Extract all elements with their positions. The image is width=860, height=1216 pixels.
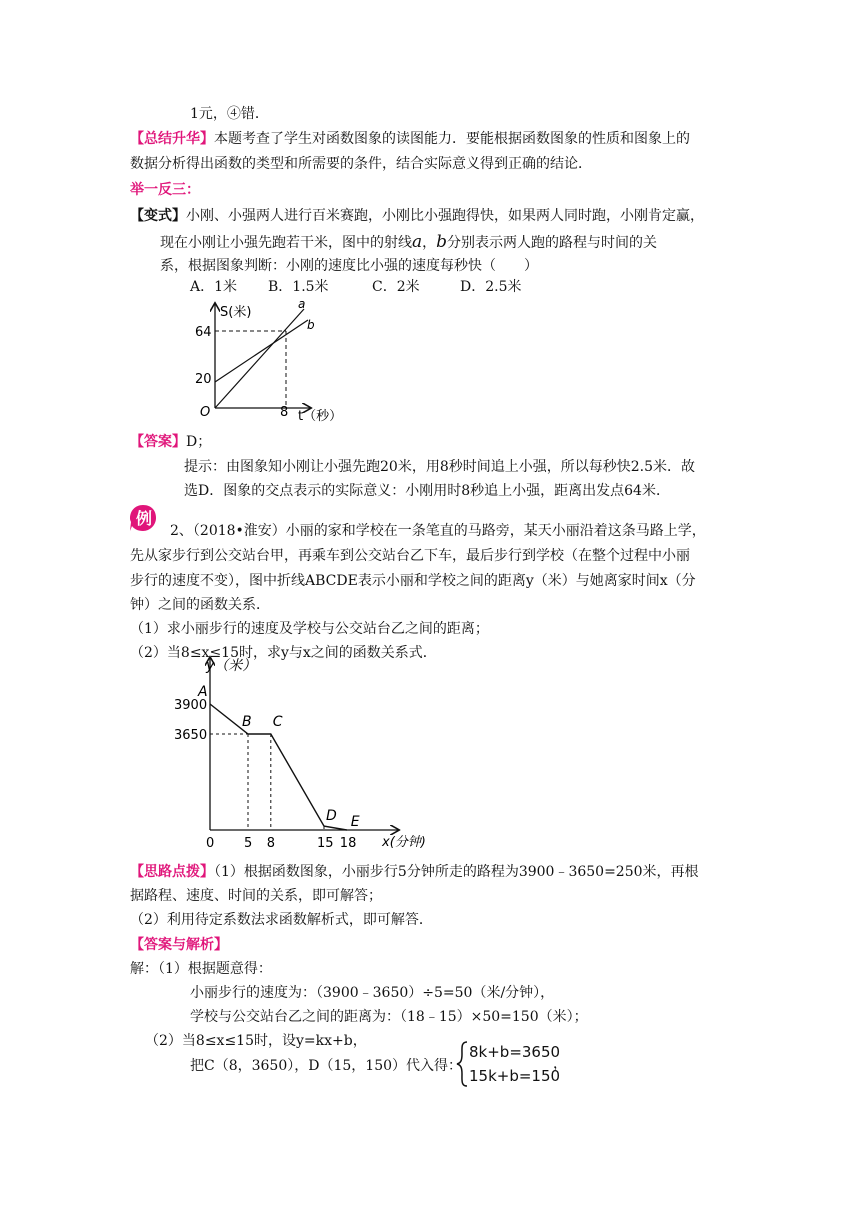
ylabel: S(米) <box>220 305 252 320</box>
answer1-hint-2: 选D．图象的交点表示的实际意义：小刚用时8秒追上小强，距离出发点64米． <box>184 483 670 499</box>
answer1-hint-1: 提示：由图象知小刚让小强先跑20米，用8秒时间追上小强，所以每秒快2.5米．故 <box>184 459 695 475</box>
solution-line-2: 小丽步行的速度为：（3900﹣3650）÷5=50（米/分钟）， <box>190 985 555 1001</box>
tick-64: 64 <box>195 325 212 340</box>
solution-line-3: 学校与公交站台乙之间的距离为：（18﹣15）×50=150（米）； <box>190 1009 588 1025</box>
answer-value: D； <box>186 434 212 450</box>
example-line-1: 2、（2018•淮安）小丽的家和学校在一条笔直的马路旁，某天小丽沿着这条马路上学， <box>170 523 706 539</box>
origin: O <box>200 405 211 420</box>
hint-tag: 【思路点拨】 <box>130 864 214 880</box>
var-a: a <box>412 232 423 252</box>
hint-text: （1）根据函数图象，小丽步行5分钟所走的路程为3900﹣3650=250米，再根 <box>214 864 699 880</box>
comma: ， <box>422 235 437 251</box>
example-line-4: 钟）之间的函数关系． <box>130 597 270 613</box>
ray-b <box>215 320 308 382</box>
tick-8: 8 <box>280 405 289 420</box>
variant-line-2 <box>160 232 657 253</box>
xlabel: t（秒） <box>298 409 343 424</box>
hint-line-3: （2）利用待定系数法求函数解析式，即可解答． <box>130 912 433 928</box>
variant-tag: 【变式】 <box>130 208 186 224</box>
example-badge-icon <box>128 503 158 533</box>
x-tick-label: 15 <box>317 836 334 851</box>
solution-line-4: （2）当8≤x≤15时，设y=kx+b， <box>145 1033 367 1049</box>
label-b: b <box>307 318 315 332</box>
chart-xlabel: x(分钟) <box>382 835 426 850</box>
x-tick-label: 18 <box>339 836 357 851</box>
option-c: C．2米 <box>372 279 420 295</box>
option-b: B．1.5米 <box>268 279 329 295</box>
distance-chart <box>160 650 450 860</box>
answer-tag: 【答案】 <box>130 434 186 450</box>
summary-line-1 <box>130 129 690 149</box>
x-tick-label: 5 <box>244 836 253 851</box>
variant-line-1 <box>130 206 704 226</box>
variant-text: 小刚、小强两人进行百米赛跑，小刚比小强跑得快，如果两人同时跑，小刚肯定赢， <box>186 208 704 224</box>
point-label-E: E <box>350 814 360 830</box>
text-line: 1元，④错． <box>190 106 269 122</box>
solution-line-5: 把C（8，3650），D（15，150）代入得： <box>190 1058 463 1074</box>
equation-system <box>455 1040 575 1090</box>
point-label-B: B <box>242 714 252 730</box>
label-a: a <box>298 297 306 311</box>
point-label-C: C <box>272 714 283 730</box>
variant-line-3: 系，根据图象判断：小刚的速度比小强的速度每秒快（ ） <box>160 258 538 274</box>
summary-tag: 【总结升华】 <box>130 131 214 147</box>
y-tick-label: 3900 <box>174 698 208 713</box>
hint-line-2: 据路程、速度、时间的关系，即可解答； <box>130 888 382 904</box>
y-tick-label: 3650 <box>174 728 208 743</box>
svg-text:例: 例 <box>136 509 153 528</box>
summary-text: 本题考查了学生对函数图象的读图能力．要能根据函数图象的性质和图象上的 <box>214 131 690 147</box>
equation-2: 15k+b=150 <box>469 1067 561 1085</box>
example-line-3: 步行的速度不变），图中折线ABCDE表示小丽和学校之间的距离y（米）与她离家时间x（分 <box>130 573 696 589</box>
option-a: A．1米 <box>190 279 238 295</box>
example-badge <box>128 503 158 533</box>
question-1: （1）求小丽步行的速度及学校与公交站台乙之间的距离； <box>130 621 489 637</box>
answer1-line <box>130 432 211 452</box>
brace-icon <box>455 1040 469 1088</box>
solution-tag: 【答案与解析】 <box>130 937 228 953</box>
hint-line-1 <box>130 862 699 882</box>
equation-1: 8k+b=3650 <box>469 1043 561 1061</box>
chart-ylabel: y（米） <box>206 658 257 674</box>
tick-20: 20 <box>195 372 212 387</box>
race-graph <box>190 296 350 424</box>
point-label-D: D <box>326 808 337 825</box>
variant-text: 分别表示两人跑的路程与时间的关 <box>447 235 658 251</box>
ray-a <box>215 309 304 408</box>
point-label-A: A <box>198 684 208 700</box>
x-tick-label: 8 <box>266 836 276 851</box>
option-d: D．2.5米 <box>460 279 522 295</box>
var-b: b <box>436 232 448 252</box>
example-line-2: 先从家步行到公交站台甲，再乘车到公交站台乙下车，最后步行到学校（在整个过程中小丽 <box>130 548 690 564</box>
x-tick-label: 0 <box>206 836 215 851</box>
juyi-heading: 举一反三： <box>130 182 200 198</box>
equation-end: ， <box>553 1056 567 1072</box>
summary-line-2: 数据分析得出函数的类型和所需要的条件，结合实际意义得到正确的结论． <box>130 156 592 172</box>
variant-text: 现在小刚让小强先跑若干米，图中的射线 <box>160 235 412 251</box>
question-2: （2）当8≤x≤15时，求y与x之间的函数关系式． <box>130 645 437 661</box>
solution-line-1: 解：（1）根据题意得： <box>130 961 272 977</box>
